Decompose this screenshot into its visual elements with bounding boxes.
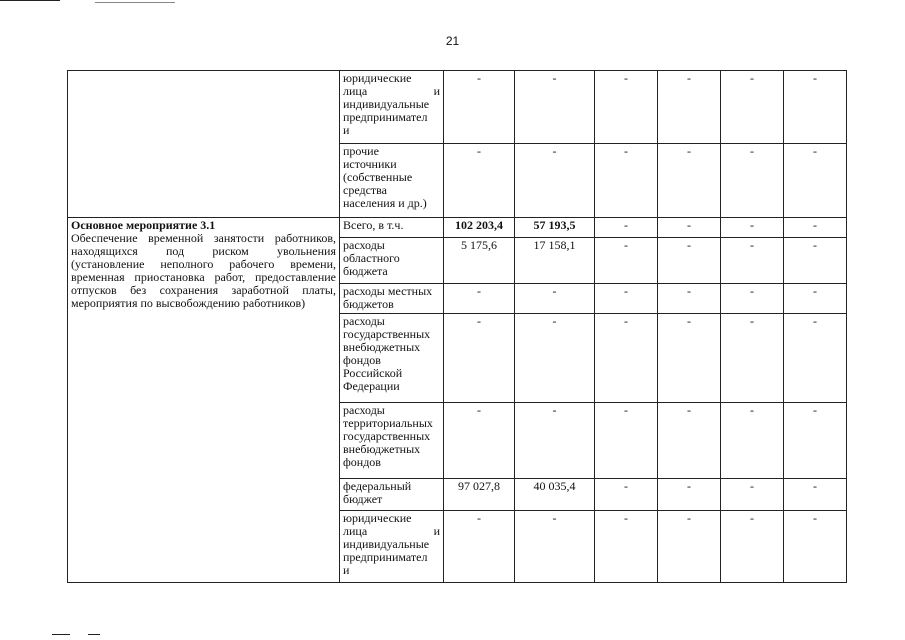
value-cell: 102 203,4 bbox=[444, 218, 515, 238]
value-cell: - bbox=[784, 479, 847, 511]
value-cell: - bbox=[784, 403, 847, 479]
value-cell: - bbox=[595, 403, 658, 479]
value-cell: 5 175,6 bbox=[444, 238, 515, 284]
value-cell: - bbox=[784, 314, 847, 403]
activity-description: Обеспечение временной занятости работников, находящихся под риском увольнения (установление неполного рабочего времени, временная приостановка работ, предоставление отпусков без сохранения заработной платы, мероприятия по высвобождению работников) bbox=[71, 231, 336, 310]
value-cell: - bbox=[595, 71, 658, 144]
value-cell: - bbox=[595, 284, 658, 314]
page-number: 21 bbox=[445, 34, 460, 48]
value-cell: - bbox=[721, 71, 784, 144]
value-cell: - bbox=[515, 314, 595, 403]
value-cell: - bbox=[444, 144, 515, 218]
value-cell: - bbox=[784, 238, 847, 284]
value-cell: - bbox=[515, 403, 595, 479]
scan-edge-mark bbox=[52, 634, 70, 635]
scan-edge-mark bbox=[88, 634, 100, 635]
value-cell: 97 027,8 bbox=[444, 479, 515, 511]
activity-description-cell bbox=[68, 71, 340, 218]
value-cell: - bbox=[595, 218, 658, 238]
value-cell: - bbox=[444, 403, 515, 479]
value-cell: - bbox=[658, 218, 721, 238]
value-cell: - bbox=[658, 284, 721, 314]
value-cell: 40 035,4 bbox=[515, 479, 595, 511]
value-cell: - bbox=[784, 144, 847, 218]
value-cell: - bbox=[721, 284, 784, 314]
scan-edge-mark bbox=[0, 0, 60, 1]
funding-source-cell: расходы территориальных государственных внебюджетных фондов bbox=[340, 403, 444, 479]
value-cell: - bbox=[721, 144, 784, 218]
value-cell: - bbox=[721, 314, 784, 403]
value-cell: - bbox=[658, 238, 721, 284]
funding-source-cell: расходы областного бюджета bbox=[340, 238, 444, 284]
value-cell: - bbox=[784, 218, 847, 238]
value-cell: - bbox=[515, 284, 595, 314]
value-cell: - bbox=[515, 511, 595, 583]
value-cell: - bbox=[658, 314, 721, 403]
value-cell: - bbox=[658, 144, 721, 218]
value-cell: - bbox=[444, 284, 515, 314]
value-cell: - bbox=[721, 511, 784, 583]
funding-source-cell: расходы местных бюджетов bbox=[340, 284, 444, 314]
value-cell: - bbox=[658, 479, 721, 511]
value-cell: - bbox=[444, 71, 515, 144]
value-cell: - bbox=[595, 511, 658, 583]
value-cell: - bbox=[515, 144, 595, 218]
value-cell: - bbox=[721, 479, 784, 511]
value-cell: - bbox=[515, 71, 595, 144]
funding-source-cell: расходы государственных внебюджетных фондов Российской Федерации bbox=[340, 314, 444, 403]
funding-source-cell: юридические лица и индивидуальные предпринимател и bbox=[340, 511, 444, 583]
value-cell: - bbox=[721, 403, 784, 479]
scan-edge-mark bbox=[95, 2, 175, 3]
value-cell: - bbox=[595, 479, 658, 511]
value-cell: 17 158,1 bbox=[515, 238, 595, 284]
activity-title: Основное мероприятие 3.1 bbox=[71, 218, 216, 232]
funding-source-cell: юридические лица и индивидуальные предпринимател и bbox=[340, 71, 444, 144]
value-cell: - bbox=[444, 314, 515, 403]
value-cell: - bbox=[658, 403, 721, 479]
value-cell: - bbox=[595, 314, 658, 403]
value-cell: 57 193,5 bbox=[515, 218, 595, 238]
activity-description-cell bbox=[68, 218, 340, 583]
value-cell: - bbox=[721, 238, 784, 284]
value-cell: - bbox=[721, 218, 784, 238]
value-cell: - bbox=[784, 511, 847, 583]
funding-source-cell: прочие источники (собственные средства населения и др.) bbox=[340, 144, 444, 218]
value-cell: - bbox=[595, 238, 658, 284]
value-cell: - bbox=[784, 284, 847, 314]
value-cell: - bbox=[595, 144, 658, 218]
value-cell: - bbox=[784, 71, 847, 144]
funding-source-cell: Всего, в т.ч. bbox=[340, 218, 444, 238]
value-cell: - bbox=[658, 71, 721, 144]
value-cell: - bbox=[444, 511, 515, 583]
table-row bbox=[68, 218, 847, 238]
table-row bbox=[68, 71, 847, 144]
funding-source-cell: федеральный бюджет bbox=[340, 479, 444, 511]
budget-table bbox=[67, 70, 847, 583]
value-cell: - bbox=[658, 511, 721, 583]
